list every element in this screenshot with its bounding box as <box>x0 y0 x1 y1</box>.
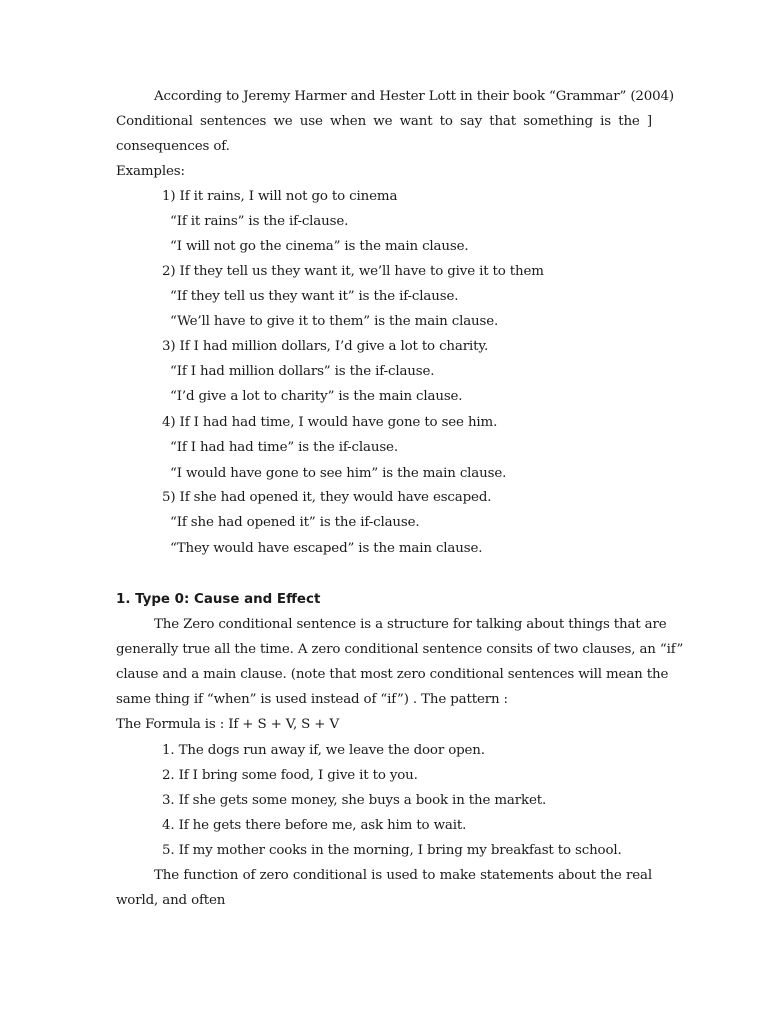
section-para-line-1: The Zero conditional sentence is a structure for talking about things that are <box>154 617 667 632</box>
zero-example-2: 2. If I bring some food, I give it to you. <box>162 768 418 783</box>
example-2-sentence: 2) If they tell us they want it, we’ll have to give it to them <box>162 264 544 279</box>
zero-example-4: 4. If he gets there before me, ask him to wait. <box>162 818 467 833</box>
examples-label: Examples: <box>116 164 185 179</box>
section-para-line-3: clause and a main clause. (note that most zero conditional sentences will mean the <box>116 667 669 682</box>
example-2-if-clause: “If they tell us they want it” is the if-clause. <box>170 289 459 304</box>
example-4-main-clause: “I would have gone to see him” is the main clause. <box>170 466 507 481</box>
example-1-main-clause: “I will not go the cinema” is the main clause. <box>170 239 469 254</box>
example-5-main-clause: “They would have escaped” is the main clause. <box>170 541 483 556</box>
intro-line-1: According to Jeremy Harmer and Hester Lott in their book “Grammar” (2004) <box>154 89 674 104</box>
example-2-main-clause: “We’ll have to give it to them” is the main clause. <box>170 314 499 329</box>
zero-example-5: 5. If my mother cooks in the morning, I bring my breakfast to school. <box>162 843 622 858</box>
closing-line-1: The function of zero conditional is used to make statements about the real <box>154 868 652 883</box>
example-3-sentence: 3) If I had million dollars, I’d give a lot to charity. <box>162 339 489 354</box>
example-4-if-clause: “If I had had time” is the if-clause. <box>170 440 398 455</box>
intro-line-3: consequences of. <box>116 139 230 154</box>
zero-example-1: 1. The dogs run away if, we leave the door open. <box>162 743 485 758</box>
closing-line-2: world, and often <box>116 893 226 908</box>
example-1-if-clause: “If it rains” is the if-clause. <box>170 214 349 229</box>
example-5-if-clause: “If she had opened it” is the if-clause. <box>170 515 420 530</box>
section-para-line-2: generally true all the time. A zero conditional sentence consits of two clauses, an “if” <box>116 642 684 657</box>
formula-line: The Formula is : If + S + V, S + V <box>116 717 339 732</box>
example-4-sentence: 4) If I had had time, I would have gone to see him. <box>162 415 498 430</box>
zero-example-3: 3. If she gets some money, she buys a book in the market. <box>162 793 547 808</box>
example-3-main-clause: “I’d give a lot to charity” is the main clause. <box>170 389 463 404</box>
section-para-line-4: same thing if “when” is used instead of “if”) . The pattern : <box>116 692 508 707</box>
example-3-if-clause: “If I had million dollars” is the if-clause. <box>170 364 435 379</box>
example-5-sentence: 5) If she had opened it, they would have escaped. <box>162 490 492 505</box>
example-1-sentence: 1) If it rains, I will not go to cinema <box>162 189 398 204</box>
intro-line-2: Conditional sentences we use when we want to say that something is the ] <box>116 114 652 129</box>
section-heading: 1. Type 0: Cause and Effect <box>116 592 321 607</box>
